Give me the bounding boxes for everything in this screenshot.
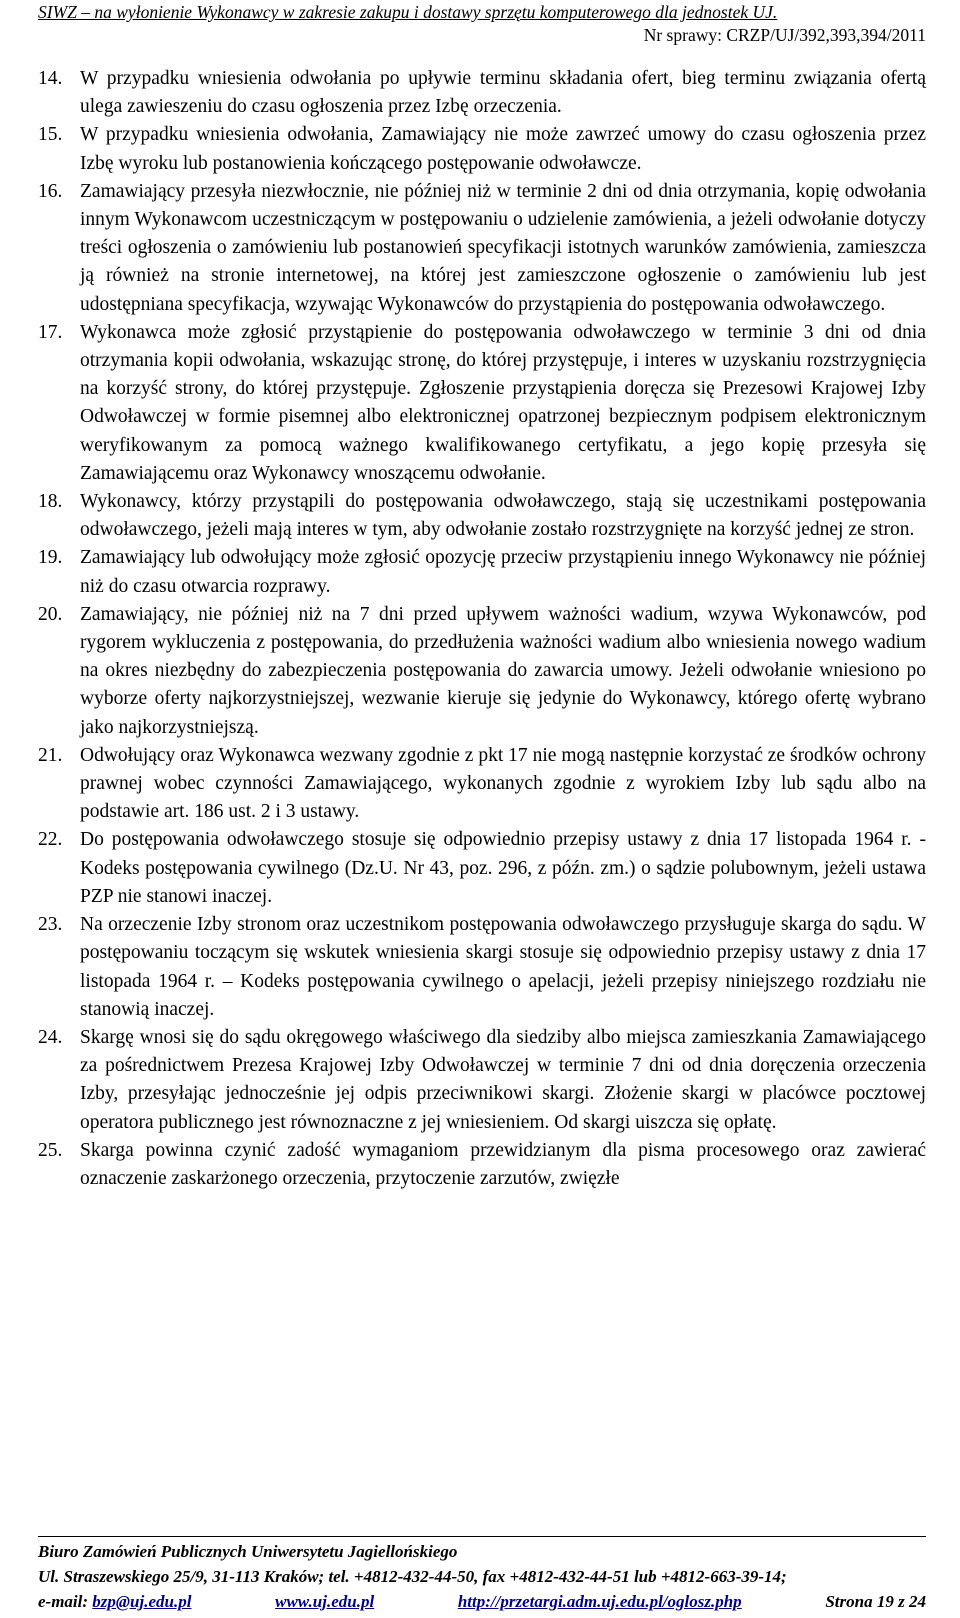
list-item	[38, 1137, 926, 1193]
item-text: Na orzeczenie Izby stronom oraz uczestnikom postępowania odwoławczego przysługuje skarga do sądu. W postępowaniu toczącym się wskutek wniesienia skargi stosuje się odpowiednio przepisy ustawy z dnia 17 listopada 1964 r. – Kodeks postępowania cywilnego o apelacji, jeżeli przepisy niniejszego rozdziału nie stanowią inaczej.	[80, 914, 926, 1020]
item-number: 20.	[38, 603, 63, 625]
item-number: 19.	[38, 547, 63, 569]
item-number: 25.	[38, 1139, 63, 1161]
item-number: 23.	[38, 914, 63, 936]
website-link[interactable]: www.uj.edu.pl	[275, 1592, 375, 1611]
list-item	[38, 121, 926, 177]
footer-address: Ul. Straszewskiego 25/9, 31-113 Kraków; tel. +4812-432-44-50, fax +4812-432-44-51 lub +4812-663-39-14;	[38, 1567, 787, 1586]
footer-links-row	[38, 1589, 926, 1614]
item-text: Wykonawca może zgłosić przystąpienie do postępowania odwoławczego w terminie 3 dni od dnia otrzymania kopii odwołania, wskazując stronę, do której przystępuje, i interes w uzyskaniu rozstrzygnięcia na korzyść strony, do której przystępuje. Zgłoszenie przystąpienia doręcza się Prezesowi Krajowej Izby Odwoławczej w formie pisemnej albo elektronicznej opatrzonej bezpiecznym podpisem elektronicznym weryfikowanym za pomocą ważnego kwalifikowanego certyfikatu, a jego kopię przesyła się Zamawiającemu oraz Wykonawcy wnoszącemu odwołanie.	[80, 321, 926, 484]
list-item	[38, 911, 926, 1024]
page-header	[38, 0, 926, 45]
list-item	[38, 742, 926, 827]
email-link[interactable]: bzp@uj.edu.pl	[92, 1592, 192, 1611]
page-footer	[38, 1536, 926, 1614]
item-text: Zamawiający, nie później niż na 7 dni przed upływem ważności wadium, wzywa Wykonawców, pod rygorem wykluczenia z postępowania, do przedłużenia ważności wadium albo wniesienia nowego wadium na okres niezbędny do zabezpieczenia postępowania do zawarcia umowy. Jeżeli odwołanie wniesiono po wyborze oferty najkorzystniejszej, wezwanie kieruje się jedynie do Wykonawcy, którego ofertę wybrano jako najkorzystniejszą.	[80, 603, 926, 738]
item-text: Zamawiający lub odwołujący może zgłosić opozycję przeciw przystąpieniu innego Wykonawcy nie później niż do czasu otwarcia rozprawy.	[80, 547, 926, 597]
item-text: Skarga powinna czynić zadość wymaganiom przewidzianym dla pisma procesowego oraz zawierać oznaczenie zaskarżonego orzeczenia, przytoczenie zarzutów, zwięzłe	[80, 1139, 926, 1189]
item-number: 14.	[38, 68, 63, 89]
item-number: 18.	[38, 491, 63, 513]
item-number: 15.	[38, 124, 63, 146]
page-number: Strona 19 z 24	[825, 1592, 926, 1611]
list-item	[38, 601, 926, 742]
footer-email-group	[38, 1589, 191, 1614]
case-number: Nr sprawy: CRZP/UJ/392,393,394/2011	[643, 25, 926, 45]
item-number: 21.	[38, 744, 63, 766]
item-text: W przypadku wniesienia odwołania, Zamawiający nie może zawrzeć umowy do czasu ogłoszenia przez Izbę wyroku lub postanowienia kończącego postępowanie odwoławcze.	[80, 124, 926, 174]
email-label: e-mail:	[38, 1592, 89, 1611]
document-body	[38, 65, 926, 1193]
list-item	[38, 178, 926, 319]
item-number: 17.	[38, 321, 63, 343]
list-item	[38, 488, 926, 544]
item-number: 16.	[38, 180, 63, 202]
list-item	[38, 1024, 926, 1137]
item-text: W przypadku wniesienia odwołania po upływie terminu składania ofert, bieg terminu związania ofertą ulega zawieszeniu do czasu ogłoszenia przez Izbę orzeczenia.	[80, 68, 926, 118]
list-item	[38, 826, 926, 911]
list-item	[38, 319, 926, 488]
tender-link[interactable]: http://przetargi.adm.uj.edu.pl/oglosz.php	[457, 1592, 742, 1611]
item-text: Zamawiający przesyła niezwłocznie, nie później niż w terminie 2 dni od dnia otrzymania, kopię odwołania innym Wykonawcom uczestniczącym w postępowaniu o udzielenie zamówienia, a jeżeli odwołanie dotyczy treści ogłoszenia o zamówieniu lub postanowień specyfikacji istotnych warunków zamówienia, zamieszcza ją również na stronie internetowej, na której jest zamieszczone ogłoszenie o zamówieniu lub jest udostępniana specyfikacja, wzywając Wykonawców do przystąpienia do postępowania odwoławczego.	[80, 180, 926, 315]
item-text: Do postępowania odwoławczego stosuje się odpowiednio przepisy ustawy z dnia 17 listopada 1964 r. - Kodeks postępowania cywilnego (Dz.U. Nr 43, poz. 296, z późn. zm.) o sądzie polubownym, jeżeli ustawa PZP nie stanowi inaczej.	[80, 829, 926, 907]
item-number: 22.	[38, 829, 63, 851]
item-text: Wykonawcy, którzy przystąpili do postępowania odwoławczego, stają się uczestnikami postępowania odwoławczego, jeżeli mają interes w tym, aby odwołanie zostało rozstrzygnięte na korzyść jednej ze stron.	[80, 491, 926, 541]
item-number: 24.	[38, 1026, 63, 1048]
footer-organization: Biuro Zamówień Publicznych Uniwersytetu Jagiellońskiego	[38, 1542, 458, 1561]
item-text: Odwołujący oraz Wykonawca wezwany zgodnie z pkt 17 nie mogą następnie korzystać ze środków ochrony prawnej wobec czynności Zamawiającego, wykonanych zgodnie z wyrokiem Izby lub sądu albo na podstawie art. 186 ust. 2 i 3 ustawy.	[80, 744, 926, 823]
list-item	[38, 65, 926, 121]
item-text: Skargę wnosi się do sądu okręgowego właściwego dla siedziby albo miejsca zamieszkania Zamawiającego za pośrednictwem Prezesa Krajowej Izby Odwoławczej w terminie 7 dni od dnia doręczenia orzeczenia Izby, przesyłając jednocześnie jej odpis przeciwnikowi skargi. Złożenie skargi w placówce pocztowej operatora publicznego jest równoznaczne z jej wniesieniem. Od skargi uiszcza się opłatę.	[80, 1026, 926, 1133]
list-item	[38, 544, 926, 600]
document-title: SIWZ – na wyłonienie Wykonawcy w zakresie zakupu i dostawy sprzętu komputerowego dla jednostek UJ.	[38, 2, 778, 22]
